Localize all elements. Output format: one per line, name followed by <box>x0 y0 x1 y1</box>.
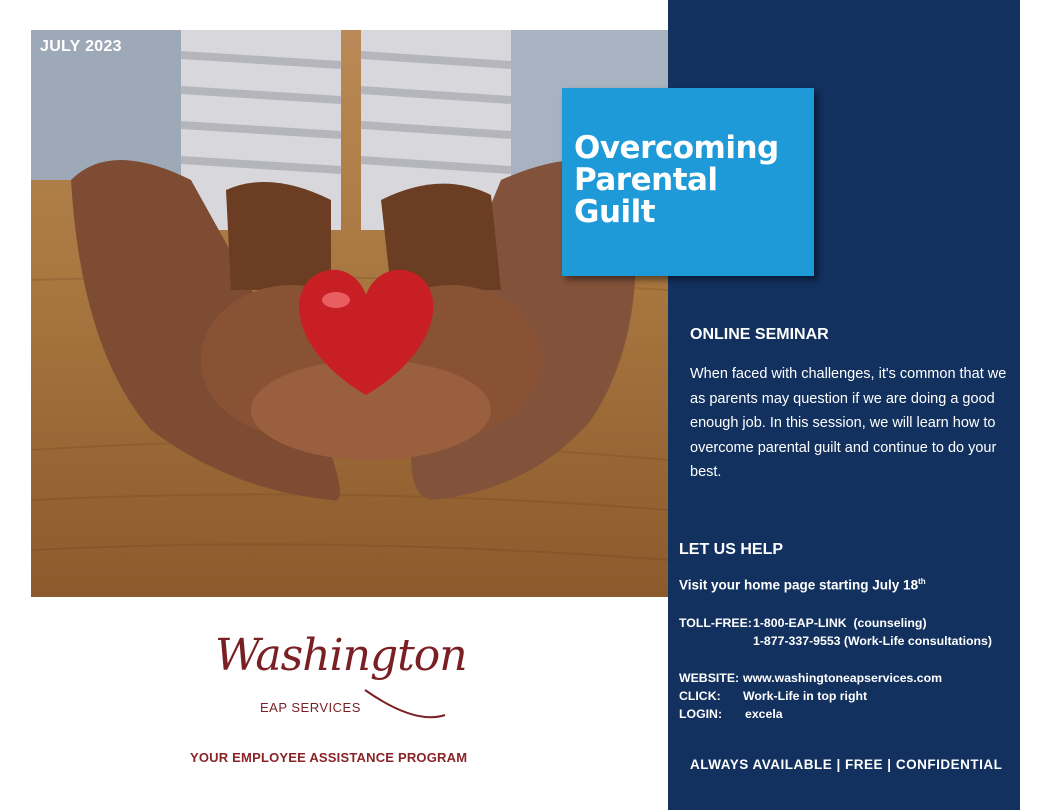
washington-logo <box>215 630 467 730</box>
visit-sup: th <box>918 577 926 586</box>
seminar-title <box>574 132 779 228</box>
tollfree-line-1: 1-800-EAP-LINK (counseling) <box>753 616 927 630</box>
login-label: LOGIN: <box>679 707 723 721</box>
visit-main: Visit your home page starting July 18 <box>679 577 919 593</box>
help-heading: LET US HELP <box>679 541 784 558</box>
click-value: Work-Life in top right <box>743 689 868 703</box>
login-value: excela <box>745 707 783 721</box>
tollfree-label: TOLL-FREE: <box>679 616 752 630</box>
title-box <box>562 88 814 276</box>
seminar-heading: ONLINE SEMINAR <box>690 326 829 343</box>
logo-subtitle: EAP SERVICES <box>260 700 361 715</box>
title-line-2: Parental <box>574 162 718 198</box>
website-link[interactable]: www.washingtoneapservices.com <box>743 671 943 685</box>
footer-tagline: ALWAYS AVAILABLE | FREE | CONFIDENTIAL <box>690 757 1003 772</box>
title-line-3: Guilt <box>574 194 656 230</box>
logo-wordmark: Washington <box>215 630 467 681</box>
seminar-description: When faced with challenges, it's common that we as parents may question if we are doing a good enough job. In this session, we will learn how to overcome parental guilt and continue to do your best. <box>690 366 1007 480</box>
program-tagline: YOUR EMPLOYEE ASSISTANCE PROGRAM <box>190 750 468 765</box>
month-label: JULY 2023 <box>40 38 122 55</box>
tollfree-line-2: 1-877-337-9553 (Work-Life consultations) <box>753 634 992 648</box>
click-label: CLICK: <box>679 689 721 703</box>
title-line-1: Overcoming <box>574 130 779 166</box>
website-label: WEBSITE: <box>679 671 740 685</box>
page-margin <box>1020 0 1049 810</box>
logo-flourish <box>215 630 455 730</box>
visit-text <box>679 577 926 593</box>
